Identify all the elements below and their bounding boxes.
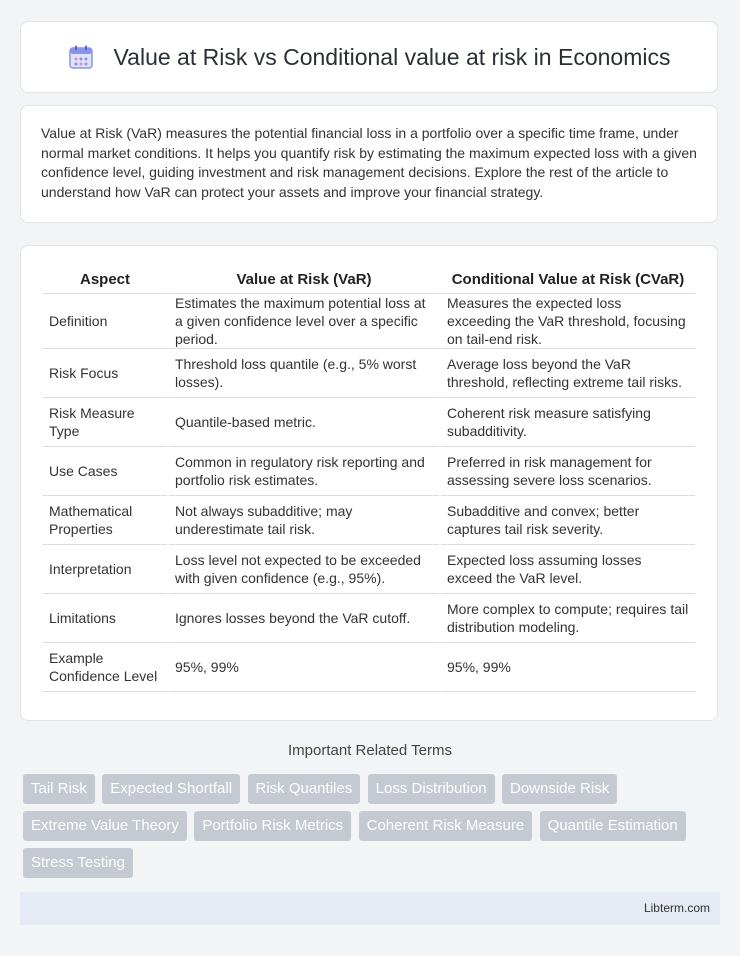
- footer: [20, 892, 720, 925]
- row-var: Not always subadditive; may underestimate tail risk.: [169, 496, 439, 545]
- table-row: [43, 545, 695, 594]
- row-cvar: Average loss beyond the VaR threshold, reflecting extreme tail risks.: [441, 349, 695, 398]
- row-cvar: Expected loss assuming losses exceed the VaR level.: [441, 545, 695, 594]
- row-var: Estimates the maximum potential loss at a given confidence level over a specific period.: [169, 294, 439, 349]
- row-var: 95%, 99%: [169, 643, 439, 692]
- related-term-tag[interactable]: Tail Risk: [23, 774, 95, 804]
- row-aspect: Definition: [43, 294, 167, 349]
- related-term-tag[interactable]: Expected Shortfall: [102, 774, 240, 804]
- row-var: Quantile-based metric.: [169, 398, 439, 447]
- row-aspect: Risk Measure Type: [43, 398, 167, 447]
- header-cvar: Conditional Value at Risk (CVaR): [441, 266, 695, 294]
- related-terms-list: [23, 774, 723, 885]
- related-term-tag[interactable]: Risk Quantiles: [248, 774, 361, 804]
- table-row: [43, 643, 695, 692]
- related-term-tag[interactable]: Stress Testing: [23, 848, 133, 878]
- row-cvar: More complex to compute; requires tail distribution modeling.: [441, 594, 695, 643]
- intro-card: [20, 105, 718, 223]
- row-var: Common in regulatory risk reporting and portfolio risk estimates.: [169, 447, 439, 496]
- table-row: [43, 496, 695, 545]
- table-row: [43, 447, 695, 496]
- row-cvar: Measures the expected loss exceeding the VaR threshold, focusing on tail-end risk.: [441, 294, 695, 349]
- page-title: Value at Risk vs Conditional value at risk in Economics: [113, 43, 671, 70]
- header-aspect: Aspect: [43, 266, 167, 294]
- related-term-tag[interactable]: Portfolio Risk Metrics: [194, 811, 351, 841]
- header-card: [20, 21, 718, 93]
- related-term-tag[interactable]: Extreme Value Theory: [23, 811, 187, 841]
- row-var: Threshold loss quantile (e.g., 5% worst losses).: [169, 349, 439, 398]
- row-var: Ignores losses beyond the VaR cutoff.: [169, 594, 439, 643]
- table-row: [43, 349, 695, 398]
- related-term-tag[interactable]: Downside Risk: [502, 774, 617, 804]
- row-cvar: Preferred in risk management for assessing severe loss scenarios.: [441, 447, 695, 496]
- row-aspect: Limitations: [43, 594, 167, 643]
- intro-text: Value at Risk (VaR) measures the potential financial loss in a portfolio over a specific time frame, under normal market conditions. It helps you quantify risk by estimating the maximum expected loss with a given confidence level, guiding investment and risk management decisions. Explore the rest of the article to understand how VaR can protect your assets and improve your financial strategy.: [41, 125, 697, 200]
- row-cvar: 95%, 99%: [441, 643, 695, 692]
- row-cvar: Subadditive and convex; better captures tail risk severity.: [441, 496, 695, 545]
- table-row: [43, 594, 695, 643]
- row-aspect: Example Confidence Level: [43, 643, 167, 692]
- related-terms-title: Important Related Terms: [288, 742, 452, 759]
- row-var: Loss level not expected to be exceeded with given confidence (e.g., 95%).: [169, 545, 439, 594]
- footer-site-link[interactable]: Libterm.com: [643, 901, 710, 915]
- calendar-icon: [68, 44, 94, 70]
- table-header-row: [43, 266, 695, 294]
- row-aspect: Risk Focus: [43, 349, 167, 398]
- table-row: [43, 294, 695, 349]
- row-aspect: Interpretation: [43, 545, 167, 594]
- related-term-tag[interactable]: Quantile Estimation: [540, 811, 686, 841]
- comparison-table: [41, 266, 697, 692]
- table-row: [43, 398, 695, 447]
- related-term-tag[interactable]: Coherent Risk Measure: [359, 811, 533, 841]
- row-aspect: Use Cases: [43, 447, 167, 496]
- related-term-tag[interactable]: Loss Distribution: [368, 774, 495, 804]
- row-cvar: Coherent risk measure satisfying subadditivity.: [441, 398, 695, 447]
- row-aspect: Mathematical Properties: [43, 496, 167, 545]
- comparison-card: [20, 245, 718, 721]
- header-var: Value at Risk (VaR): [169, 266, 439, 294]
